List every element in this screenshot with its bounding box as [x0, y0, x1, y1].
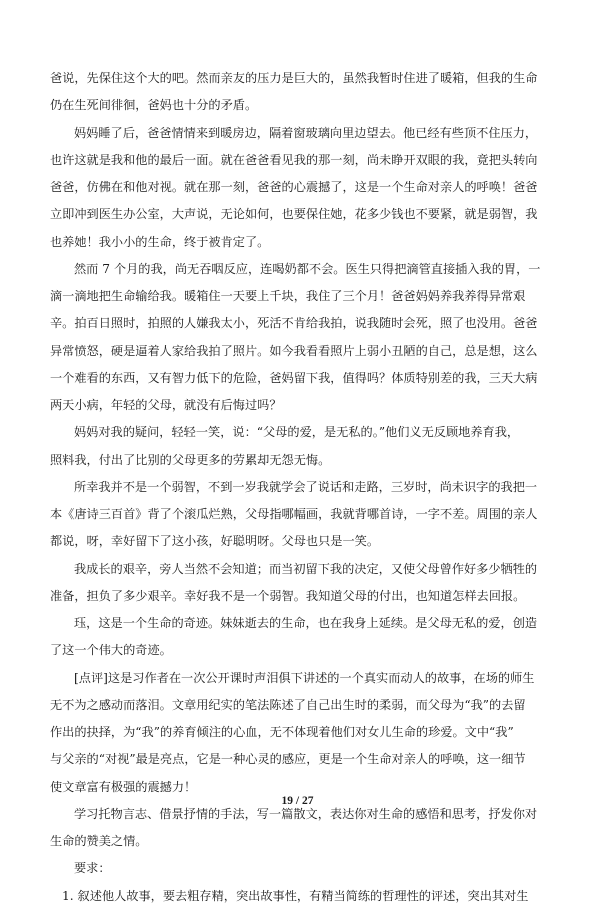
text-line: 无不为之感动而落泪。文章用纪实的笔法陈述了自己出生时的柔弱，而父母为“我”的去留: [50, 697, 526, 712]
text-line: 妈妈对我的疑问，轻轻一笑，说：“父母的爱，是无私的。”他们义无反顾地养育我，: [74, 425, 520, 440]
text-line: 滴一滴地把生命输给我。暖箱住一天要上千块，我住了三个月！爸爸妈妈养我养得异常艰: [50, 289, 526, 303]
text-line: 本《唐诗三百首》背了个滚瓜烂熟，父母指哪幅画，我就背哪首诗，一字不差。周围的亲人: [50, 507, 538, 521]
text-line: 爸说，先保住这个大的吧。然而亲友的压力是巨大的，虽然我暂时住进了暖箱，但我的生命: [50, 71, 538, 85]
text-line: 仍在生死间徘徊，爸妈也十分的矛盾。: [50, 98, 258, 113]
text-line: 也养她！我小小的生命，终于被肯定了。: [50, 234, 270, 249]
text-line: 生命的赞美之情。: [50, 834, 148, 848]
page-number: 19 / 27: [281, 795, 314, 807]
text-line: 都说，呀，幸好留下了这小孩，好聪明呀。父母也只是一笑。: [50, 534, 380, 549]
text-line: [点评]这是习作者在一次公开课时声泪俱下讲述的一个真实而动人的故事，在场的师生: [74, 670, 535, 685]
text-line: 我成长的艰辛，旁人当然不会知道；而当初留下我的决定，又使父母曾作好多少牺牲的: [74, 561, 538, 576]
text-line: 所幸我并不是一个弱智，不到一岁我就学会了说话和走路，三岁时，尚未识字的我把一: [74, 479, 538, 494]
text-line: 学习托物言志、借景抒情的手法，写一篇散文，表达你对生命的感悟和思考，抒发你对: [74, 806, 538, 821]
document-body: [50, 65, 545, 910]
text-line: 异常愤怒，硬是逼着人家给我拍了照片。如今我看看照片上弱小丑陋的自己，总是想，这么: [50, 343, 538, 358]
text-line: 一个难看的东西，又有智力低下的危险，爸妈留下我，值得吗？体质特别差的我，三天大病: [50, 370, 538, 385]
text-line: 了这一个伟大的奇迹。: [50, 643, 172, 658]
text-line: 要求：: [74, 861, 111, 876]
text-line: 立即冲到医生办公室，大声说，无论如何，也要保住她，花多少钱也不要紧，就是弱智，我: [50, 207, 538, 222]
text-line: 1. 叙述他人故事，要去粗存精，突出故事性，有精当简练的哲理性的评述，突出其对生: [62, 888, 529, 903]
text-line: 两天小病，年轻的父母，就没有后悔过吗？: [50, 398, 282, 412]
text-line: 也许这就是我和他的最后一面。就在爸爸看见我的那一刻，尚未睁开双眼的我，竟把头转向: [50, 152, 538, 167]
text-line: 爸爸，仿佛在和他对视。就在那一刻，爸爸的心震撼了，这是一个生命对亲人的呼唤！爸爸: [50, 180, 538, 194]
text-line: 作出的抉择，为“我”的养育倾注的心血，无不体现着他们对女儿生命的珍爱。文中“我”: [50, 725, 514, 739]
text-line: 珏，这是一个生命的奇迹。妹妹逝去的生命，也在我身上延续。是父母无私的爱，创造: [74, 616, 538, 630]
text-line: 辛。拍百日照时，拍照的人嫌我太小，死活不肯给我拍，说我随时会死，照了也没用。爸爸: [50, 316, 538, 331]
text-line: 然而 7 个月的我，尚无吞咽反应，连喝奶都不会。医生只得把滴管直接插入我的胃，一: [74, 261, 541, 276]
text-line: 准备，担负了多少艰辛。幸好我不是一个弱智。我知道父母的付出，也知道怎样去回报。: [50, 588, 526, 603]
text-line: 妈妈睡了后，爸爸情情来到暖房边，隔着窗玻璃向里边望去。他已经有些顶不住压力，: [74, 125, 538, 140]
text-line: 照料我，付出了比别的父母更多的劳累却无怨无悔。: [50, 452, 331, 467]
text-line: 与父亲的“对视”最是亮点，它是一种心灵的感应，更是一个生命对亲人的呼唤，这一细节: [50, 752, 526, 767]
text-line: 使文章富有极强的震撼力！: [50, 779, 197, 794]
